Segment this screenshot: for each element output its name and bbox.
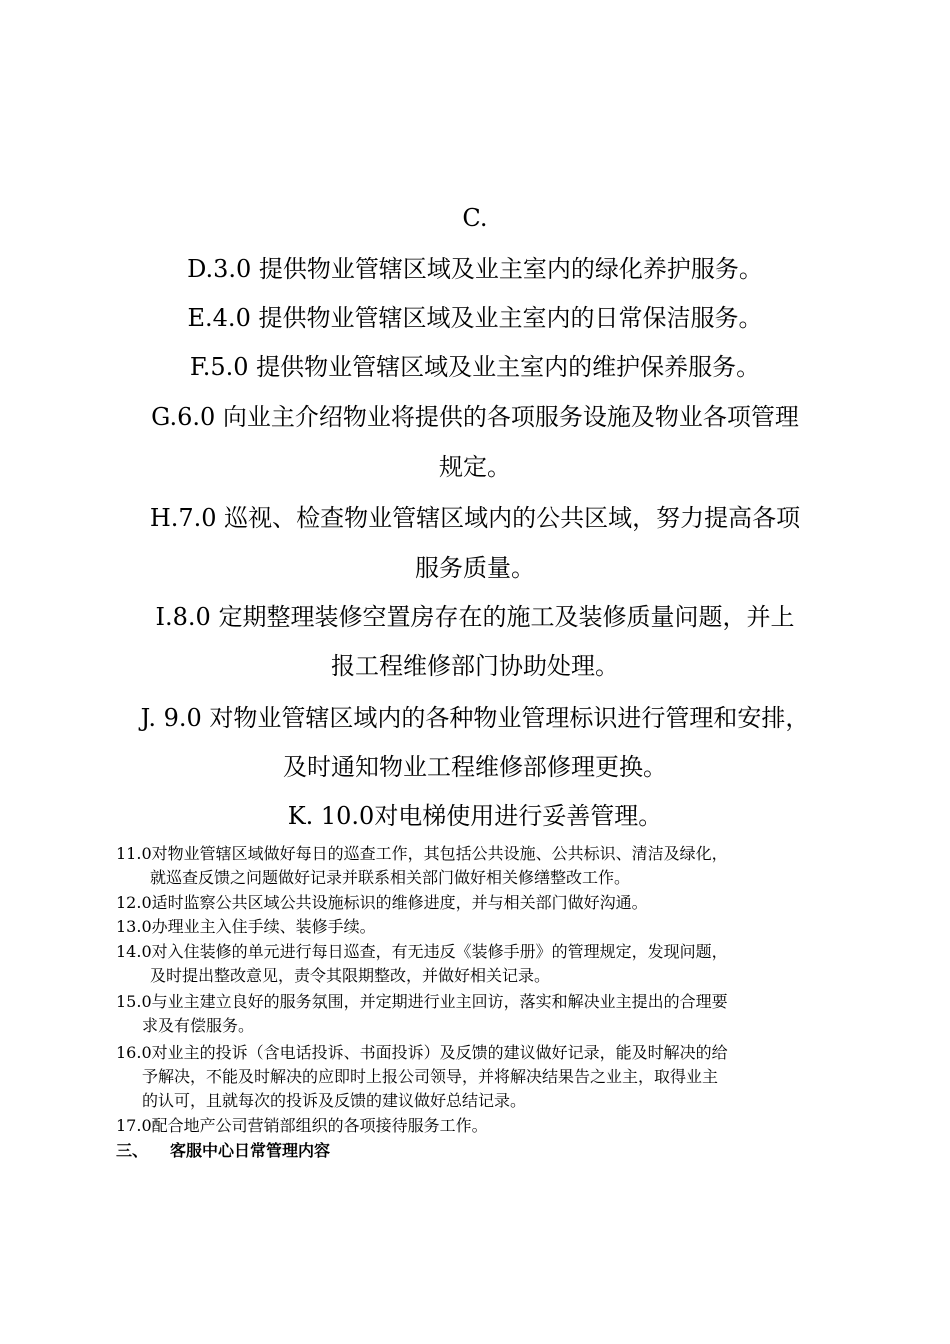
item-g-line1: G.6.0 向业主介绍物业将提供的各项服务设施及物业各项管理	[151, 403, 799, 431]
item-j-line2: 及时通知物业工程维修部修理更换。	[283, 753, 667, 781]
section-number: 三、	[116, 1141, 149, 1160]
item-12: 12.0适时监察公共区域公共设施标识的维修进度，并与相关部门做好沟通。	[116, 893, 648, 912]
item-g-line2: 规定。	[439, 453, 511, 481]
item-16-line3: 的认可，且就每次的投诉及反馈的建议做好总结记录。	[142, 1091, 527, 1110]
item-15-line1: 15.0与业主建立良好的服务氛围，并定期进行业主回访，落实和解决业主提出的合理要	[116, 992, 728, 1011]
item-15-line2: 求及有偿服务。	[142, 1016, 255, 1035]
item-i-line2: 报工程维修部门协助处理。	[331, 652, 619, 680]
item-f: F.5.0 提供物业管辖区域及业主室内的维护保养服务。	[189, 353, 761, 381]
item-e: E.4.0 提供物业管辖区域及业主室内的日常保洁服务。	[187, 304, 763, 332]
item-h-line1: H.7.0 巡视、检查物业管辖区域内的公共区域，努力提高各项	[149, 504, 801, 532]
item-17: 17.0配合地产公司营销部组织的各项接待服务工作。	[116, 1116, 488, 1135]
item-k: K. 10.0对电梯使用进行妥善管理。	[287, 802, 663, 830]
item-d: D.3.0 提供物业管辖区域及业主室内的绿化养护服务。	[187, 255, 763, 283]
item-i-line1: I.8.0 定期整理装修空置房存在的施工及装修质量问题，并上	[155, 603, 795, 631]
item-j-line1: J. 9.0 对物业管辖区域内的各种物业管理标识进行管理和安排，	[140, 704, 810, 732]
item-16-line1: 16.0对业主的投诉（含电话投诉、书面投诉）及反馈的建议做好记录，能及时解决的给	[116, 1043, 728, 1062]
item-14-line2: 及时提出整改意见，责令其限期整改，并做好相关记录。	[150, 966, 551, 985]
item-13: 13.0办理业主入住手续、装修手续。	[116, 917, 376, 936]
section-heading	[116, 1141, 330, 1161]
item-11-line2: 就巡查反馈之问题做好记录并联系相关部门做好相关修缮整改工作。	[150, 868, 631, 887]
item-14-line1: 14.0对入住装修的单元进行每日巡查，有无违反《装修手册》的管理规定，发现问题，	[116, 942, 728, 961]
item-16-line2: 予解决，不能及时解决的应即时上报公司领导，并将解决结果告之业主，取得业主	[142, 1067, 719, 1086]
section-title: 客服中心日常管理内容	[170, 1141, 331, 1160]
item-11-line1: 11.0对物业管辖区域做好每日的巡查工作，其包括公共设施、公共标识、清洁及绿化，	[116, 844, 728, 863]
item-h-line2: 服务质量。	[415, 554, 535, 582]
item-c: C.	[462, 204, 488, 232]
